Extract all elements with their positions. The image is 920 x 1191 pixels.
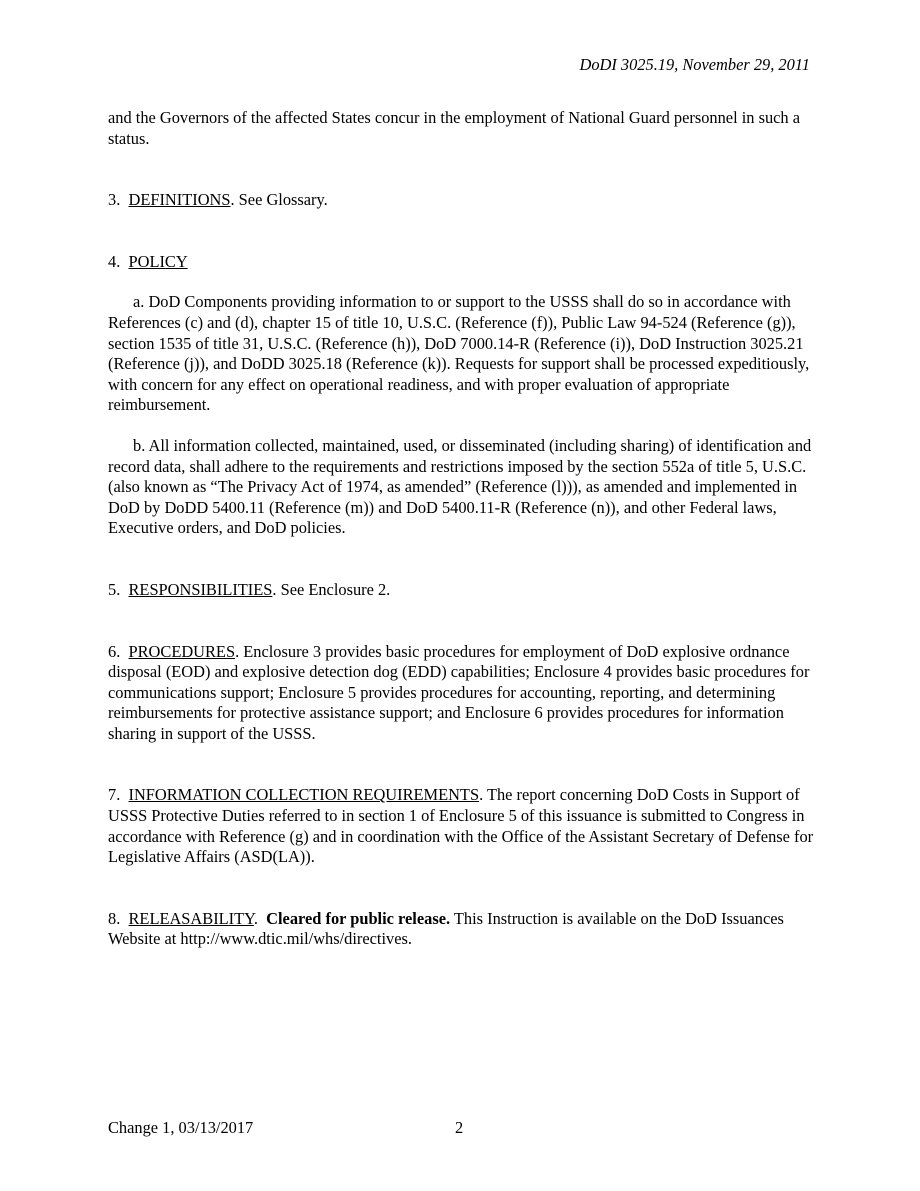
section-7: [108, 785, 814, 867]
section-heading: PROCEDURES: [128, 641, 236, 661]
change-notice: Change 1, 03/13/2017: [108, 1118, 254, 1137]
section-text: . See Enclosure 2.: [272, 579, 391, 599]
section-heading: INFORMATION COLLECTION REQUIREMENTS: [128, 785, 480, 805]
section-heading: RELEASABILITY: [128, 908, 254, 928]
section-5: [108, 580, 814, 601]
release-statement: Cleared for public release.: [266, 908, 451, 928]
section-6: [108, 642, 814, 745]
section-heading: POLICY: [128, 251, 188, 271]
section-text: This Instruction is available on the DoD Issuances Website at http://www.dtic.mil/whs/directives.: [108, 908, 784, 949]
section-number: 5.: [108, 579, 121, 599]
policy-paragraph-b: b. All information collected, maintained, used, or disseminated (including sharing) of identification and record data, shall adhere to the requirements and restrictions imposed by the section 552a of title 5, U.S.C. (also known as “The Privacy Act of 1974, as amended” (Reference (l))), as amended and implemented in DoD by DoDD 5400.11 (Reference (m)) and DoD 5400.11-R (Reference (n)), and other Federal laws, Executive orders, and DoD policies.: [108, 435, 812, 538]
section-number: 7.: [108, 785, 121, 805]
section-text: . The report concerning DoD Costs in Support of USSS Protective Duties referred to in section 1 of Enclosure 5 of this issuance is submitted to Congress in accordance with Reference (g) and in coordination with the Office of the Assistant Secretary of Defense for Legislative Affairs (ASD(LA)).: [108, 785, 814, 867]
policy-paragraph-a: a. DoD Components providing information to or support to the USSS shall do so in accordance with References (c) and (d), chapter 15 of title 10, U.S.C. (Reference (f)), Public Law 94-524 (Reference (g)), section 1535 of title 31, U.S.C. (Reference (h)), DoD 7000.14-R (Reference (i)), DoD Instruction 3025.21 (Reference (j)), and DoDD 3025.18 (Reference (k)). Requests for support shall be processed expeditiously, with concern for any effect on operational readiness, and with proper evaluation of appropriate reimbursement.: [108, 292, 810, 415]
section-4: [108, 252, 814, 273]
section-heading: RESPONSIBILITIES: [128, 579, 273, 599]
section-heading: DEFINITIONS: [128, 190, 231, 210]
section-8: [108, 909, 814, 950]
document-header: DoDI 3025.19, November 29, 2011: [579, 55, 810, 74]
section-number: 6.: [108, 641, 121, 661]
section-number: 8.: [108, 908, 121, 928]
page-number: 2: [455, 1118, 464, 1137]
section-separator: .: [253, 908, 267, 928]
document-body: [108, 108, 814, 950]
section-3: [108, 190, 814, 211]
section-text: . See Glossary.: [230, 190, 328, 210]
section-number: 4.: [108, 251, 121, 271]
section-number: 3.: [108, 190, 121, 210]
continuation-paragraph: and the Governors of the affected States concur in the employment of National Guard personnel in such a status.: [108, 108, 800, 148]
section-text: . Enclosure 3 provides basic procedures for employment of DoD explosive ordnance disposal (EOD) and explosive detection dog (EDD) capabilities; Enclosure 4 provides basic procedures for communications support; Enclosure 5 provides procedures for accounting, reporting, and determining reimbursements for protective assistance support; and Enclosure 6 provides procedures for information sharing in support of the USSS.: [108, 641, 810, 743]
